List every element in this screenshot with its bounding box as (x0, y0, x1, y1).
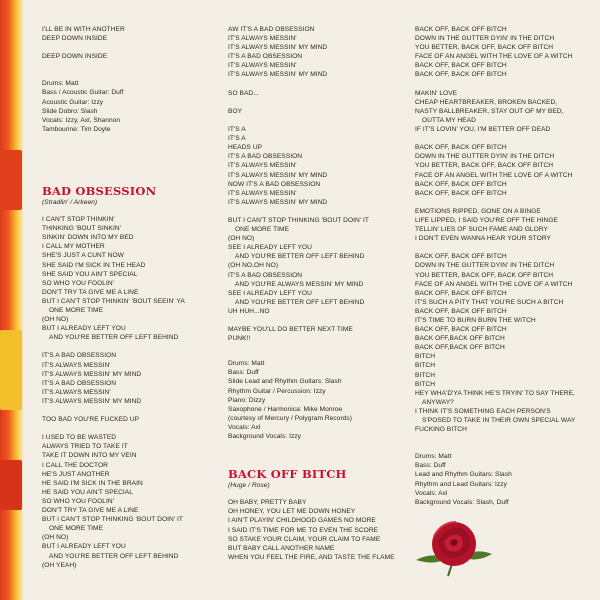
text-line: SHE'S JUST A CUNT NOW (42, 252, 124, 260)
text-line: NASTY BALLBREAKER, STAY OUT OF MY BED, (415, 107, 564, 115)
text-line (228, 116, 404, 125)
text-line: I THINK IT'S SOMETHING EACH PERSON'S (415, 407, 551, 415)
text-line: BOY (228, 107, 243, 115)
text-line: AND YOU'RE ALWAYS MESSIN' MY MIND (235, 280, 364, 288)
text-line: FUCKING BITCH (415, 426, 467, 434)
text-line (415, 243, 591, 252)
text-line: IT'S ALWAYS MESSIN' MY MIND (42, 370, 142, 378)
text-line: BACK OFF, BACK OFF BITCH (415, 180, 507, 188)
painted-left-edge (0, 0, 24, 600)
text-line: DEEP DOWN INSIDE (42, 53, 108, 61)
text-line: BITCH (415, 371, 436, 379)
text-line: I DON'T EVEN WANNA HEAR YOUR STORY (415, 235, 551, 243)
lyrics-block (228, 25, 404, 343)
text-line: ALWAYS TRIED TO TAKE IT (42, 443, 128, 451)
text-line: Drums: Matt (228, 360, 265, 368)
text-line: Drums: Matt (42, 80, 79, 88)
text-line: Acoustic Guitar: Izzy (42, 98, 104, 106)
text-line: SO BAD... (228, 89, 259, 97)
song-title-back-off-bitch: BACK OFF BITCH (228, 467, 347, 482)
text-line: TAKE IT DOWN INTO MY VEIN (42, 452, 137, 460)
text-line: EMOTIONS RIPPED, GONE ON A BINGE (415, 207, 541, 215)
song-title-bad-obsession: BAD OBSESSION (42, 183, 157, 198)
text-line: YOU BETTER, BACK OFF, BACK OFF BITCH (415, 271, 554, 279)
text-line: BITCH (415, 380, 436, 388)
text-line: IT'S TIME TO BURN BURN THE WITCH (415, 317, 536, 324)
text-line: IT'S A BAD OBSESSION (228, 271, 303, 279)
text-line: BACK OFF, BACK OFF BITCH (415, 189, 507, 197)
text-line: ONE MORE TIME (49, 525, 104, 533)
text-line: DON'T TRY TA GIVE ME A LINE (42, 288, 139, 296)
text-line: BUT I ALREADY LEFT YOU (42, 543, 126, 551)
edge-red-patch (0, 150, 22, 210)
text-line: SHE SAID I'M SICK IN THE HEAD (42, 261, 146, 269)
text-line: Rhythm Guitar / Percussion: Izzy (228, 387, 326, 395)
text-line: BACK OFF, BACK OFF BITCH (415, 289, 507, 297)
edge-yellow-patch (0, 330, 22, 410)
text-line: ONE MORE TIME (49, 306, 104, 314)
text-line: IT'S ALWAYS MESSIN' MY MIND (228, 44, 328, 52)
text-line: BACK OFF, BACK OFF BITCH (415, 144, 507, 152)
lyrics-column-3 (415, 25, 591, 507)
text-line: Drums: Matt (415, 453, 452, 461)
text-line: DOWN IN THE GUTTER DYIN' IN THE DITCH (415, 262, 555, 270)
text-line: AND YOU'RE BETTER OFF LEFT BEHIND (49, 334, 179, 342)
text-line: IF IT'S LOVIN' YOU, I'M BETTER OFF DEAD (415, 126, 551, 134)
text-line: I AIN'T PLAYIN' CHILDHOOD GAMES NO MORE (228, 517, 376, 525)
text-line: IT'S ALWAYS MESSIN' (228, 62, 297, 70)
text-line: DOWN IN THE GUTTER DYIN' IN THE DITCH (415, 35, 555, 43)
text-line: HE'S JUST ANOTHER (42, 470, 110, 478)
text-line: SHE SAID YOU AIN'T SPECIAL (42, 270, 138, 278)
text-line (42, 342, 202, 351)
text-line: S'POSED TO TAKE IN THEIR OWN SPECIAL WAY (422, 417, 576, 425)
text-line: FACE OF AN ANGEL WITH THE LOVE OF A WITCH (415, 171, 573, 179)
rose-illustration (412, 508, 496, 578)
text-line: (OH NO) (42, 316, 69, 324)
credits-block (228, 359, 404, 441)
text-line: SO WHO YOU FOOLIN' (42, 497, 115, 505)
text-line: FACE OF AN ANGEL WITH THE LOVE OF A WITCH (415, 280, 573, 288)
text-line: UH HUH...NO (228, 307, 270, 315)
text-line: Bass / Acoustic Guitar: Duff (42, 89, 124, 97)
text-line (415, 80, 591, 89)
text-line: BACK OFF, BACK OFF BITCH (415, 26, 507, 33)
text-line: AND YOU'RE BETTER OFF LEFT BEHIND (235, 298, 365, 306)
text-line (228, 316, 404, 325)
text-line: OH HONEY, YOU LET ME DOWN HONEY (228, 508, 356, 516)
text-line: Vocals: Axl (415, 489, 448, 497)
text-line: MAYBE YOU'LL DO BETTER NEXT TIME (228, 326, 353, 334)
text-line: BACK OFF,BACK OFF BITCH (415, 335, 505, 343)
text-line: WHEN YOU FEEL THE FIRE, AND TASTE THE FLAME (228, 553, 395, 561)
text-line (228, 207, 404, 216)
text-line: FACE OF AN ANGEL WITH THE LOVE OF A WITCH (415, 53, 573, 61)
text-line: LIFE LIPPED, I SAID YOU'RE OFF THE HINGE (415, 216, 558, 224)
text-line (42, 406, 202, 415)
text-line: TELLIN' LIES OF SUCH FAME AND GLORY (415, 226, 548, 234)
text-line: IT'S ALWAYS MESSIN' (42, 361, 111, 369)
text-line (415, 198, 591, 207)
text-line: AND YOU'RE BETTER OFF LEFT BEHIND (49, 552, 179, 560)
text-line: IT'S ALWAYS MESSIN' MY MIND (228, 171, 328, 179)
text-line: NOW IT'S A BAD OBSESSION (228, 180, 321, 188)
text-line: BACK OFF, BACK OFF BITCH (415, 307, 507, 315)
text-line: IT'S SUCH A PITY THAT YOU'RE SUCH A BITCH (415, 298, 564, 306)
text-line: BUT I CAN'T STOP THINKING 'BOUT DOIN' IT (42, 516, 183, 524)
text-line: AW IT'S A BAD OBSESSION (228, 26, 315, 33)
text-line: PUNK!! (228, 335, 251, 343)
text-line: OH BABY, PRETTY BABY (228, 499, 307, 507)
text-line: HE SAID YOU AIN'T SPECIAL (42, 488, 133, 496)
text-line: THINKING 'BOUT SINKIN' (42, 225, 121, 233)
text-line: IT'S A BAD OBSESSION (42, 379, 117, 387)
text-line: ANYWAY? (422, 398, 454, 406)
text-line (42, 43, 202, 52)
text-line: IT'S ALWAYS MESSIN' (42, 388, 111, 396)
text-line: I SAID IT'S TIME FOR ME TO EVEN THE SCORE (228, 526, 379, 534)
text-line: IT'S ALWAYS MESSIN' MY MIND (42, 397, 142, 405)
text-line: I USED TO BE WASTED (42, 434, 117, 442)
lyrics-column-1 (42, 25, 202, 570)
text-line: (OH NO) (228, 235, 255, 243)
text-line: IT'S A BAD OBSESSION (42, 352, 117, 360)
text-line: Vocals: Axl (228, 423, 261, 431)
intro-lines (42, 25, 202, 61)
credits-block (415, 452, 591, 507)
text-line: ONE MORE TIME (235, 226, 290, 234)
text-line: TOO BAD YOU'RE FUCKED UP (42, 416, 140, 424)
text-line: IT'S ALWAYS MESSIN' MY MIND (228, 198, 328, 206)
text-line: Background Vocals: Slash, Duff (415, 498, 509, 506)
text-line: SEE I ALREADY LEFT YOU (228, 289, 312, 297)
text-line: Slide Dobro: Slash (42, 107, 98, 115)
text-line: DON'T TRY TA GIVE ME A LINE (42, 507, 139, 515)
text-line: BITCH (415, 353, 436, 361)
text-line: Slide Lead and Rhythm Guitars: Slash (228, 378, 342, 386)
songwriter-credit: (Stradlin' / Arkeen) (42, 198, 98, 206)
text-line: BACK OFF,BACK OFF BITCH (415, 344, 505, 352)
text-line: Background Vocals: Izzy (228, 433, 301, 441)
text-line: I CALL MY MOTHER (42, 243, 105, 251)
text-line: IT'S ALWAYS MESSIN' MY MIND (228, 71, 328, 79)
text-line: Saxophone / Harmonica: Mike Monroe (228, 405, 343, 413)
lyrics-block (415, 25, 591, 434)
text-line: YOU BETTER, BACK OFF, BACK OFF BITCH (415, 162, 554, 170)
text-line: CHEAP HEARTBREAKER, BROKEN BACKED, (415, 98, 558, 106)
edge-red-patch-lower (0, 460, 22, 510)
text-line: BUT I CAN'T STOP THINKING 'BOUT DOIN' IT (228, 216, 369, 224)
text-line: DEEP DOWN INSIDE (42, 35, 108, 43)
text-line: BACK OFF, BACK OFF BITCH (415, 253, 507, 261)
text-line: IT'S A (228, 126, 246, 134)
text-line: SO WHO YOU FOOLIN' (42, 279, 115, 287)
text-line: SINKIN' DOWN INTO MY BED (42, 234, 134, 242)
text-line: AND YOU'RE BETTER OFF LEFT BEHIND (235, 253, 365, 261)
text-line (228, 80, 404, 89)
text-line: SO STAKE YOUR CLAIM, YOUR CLAIM TO FAME (228, 535, 381, 543)
text-line: IT'S ALWAYS MESSIN' (228, 189, 297, 197)
text-line: Bass: Duff (415, 462, 446, 470)
text-line: (OH NO) (42, 534, 69, 542)
text-line: IT'S A (228, 135, 246, 143)
text-line: IT'S A BAD OBSESSION (228, 153, 303, 161)
text-line: BITCH (415, 362, 436, 370)
text-line: HEADS UP (228, 144, 263, 152)
text-line: (courtesy of Mercury / Polygram Records) (228, 414, 353, 422)
text-line: I CAN'T STOP THINKIN' (42, 216, 115, 224)
text-line: Tambourine: Tim Doyle (42, 125, 111, 133)
text-line: SEE I ALREADY LEFT YOU (228, 244, 312, 252)
text-line: IT'S A BAD OBSESSION (228, 53, 303, 61)
credits-block (42, 79, 202, 134)
text-line: I'LL BE IN WITH ANOTHER (42, 26, 125, 33)
text-line: IT'S ALWAYS MESSIN' (228, 35, 297, 43)
text-line: (OH NO,OH NO) (228, 262, 279, 270)
text-line: Lead and Rhythm Guitars: Slash (415, 471, 512, 479)
songwriter-credit: (Huge / Rose) (228, 482, 270, 490)
text-line: BACK OFF, BACK OFF BITCH (415, 71, 507, 79)
text-line: BACK OFF, BACK OFF BITCH (415, 62, 507, 70)
lyrics-block (228, 498, 404, 562)
text-line: Vocals: Izzy, Axl, Shannon (42, 116, 121, 124)
text-line: DOWN IN THE GUTTER DYIN' IN THE DITCH (415, 153, 555, 161)
text-line: Rhythm and Lead Guitars: Izzy (415, 480, 507, 488)
text-line: (OH YEAH) (42, 561, 77, 569)
text-line: HE SAID I'M SICK IN THE BRAIN (42, 479, 143, 487)
text-line: BUT I ALREADY LEFT YOU (42, 325, 126, 333)
text-line: BUT BABY CALL ANOTHER NAME (228, 544, 335, 552)
text-line (415, 134, 591, 143)
lyrics-block (42, 215, 202, 570)
text-line: IT'S ALWAYS MESSIN' (228, 162, 297, 170)
lyrics-column-2 (228, 25, 404, 562)
text-line: YOU BETTER, BACK OFF, BACK OFF BITCH (415, 44, 554, 52)
text-line: I CALL THE DOCTOR (42, 461, 108, 469)
text-line: MAKIN' LOVE (415, 89, 458, 97)
text-line: BUT I CAN'T STOP THINKIN' 'BOUT SEEIN' YA (42, 297, 185, 305)
text-line: BACK OFF, BACK OFF BITCH (415, 326, 507, 334)
text-line (42, 424, 202, 433)
text-line (228, 98, 404, 107)
text-line: HEY WHA'D'YA THINK HE'S TRYIN' TO SAY THERE, (415, 389, 575, 397)
text-line: Bass: Duff (228, 369, 259, 377)
text-line: Piano: Dizzy (228, 396, 266, 404)
text-line: OUTTA MY HEAD (422, 116, 476, 124)
